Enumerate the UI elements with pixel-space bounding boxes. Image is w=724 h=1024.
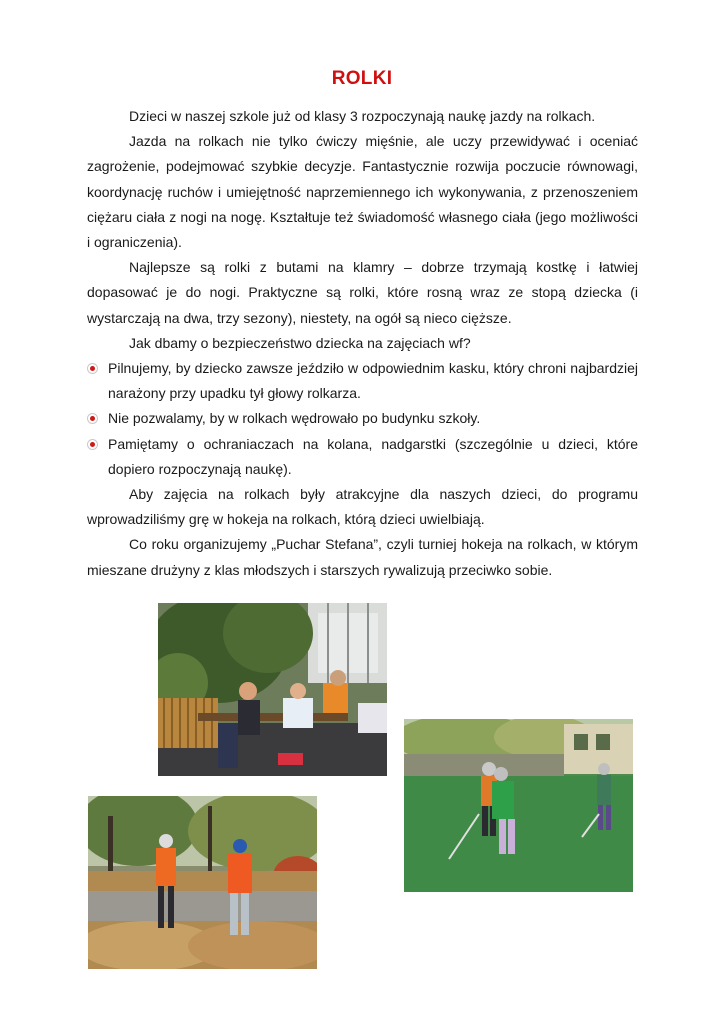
paragraph-safety-question: Jak dbamy o bezpieczeństwo dziecka na zajęciach wf? — [129, 334, 471, 351]
paragraph-hockey: Aby zajęcia na rolkach były atrakcyjne dla naszych dzieci, do programu wprowadziliśmy grę w hokeja na rolkach, którą dzieci uwielbiają. — [87, 486, 638, 528]
red-dot-bullet-icon — [87, 439, 98, 450]
list-item — [87, 432, 638, 482]
paragraph-tournament: Co roku organizujemy „Puchar Stefana”, czyli turniej hokeja na rolkach, w którym mieszane drużyny z klas młodszych i starszych rywalizują przeciwko sobie. — [87, 536, 638, 578]
paragraph-benefits: Jazda na rolkach nie tylko ćwiczy mięśnie, ale uczy przewidywać i oceniać zagrożenie, podejmować szybkie decyzje. Fantastycznie rozwija poczucie równowagi, koordynację ruchów i umiejętność naprzemiennego ich wykonywania, z przenoszeniem ciężaru ciała z nogi na nogę. Kształtuje też świadomość własnego ciała (jego możliwości i ograniczenia). — [87, 133, 638, 251]
list-item-text: Pamiętamy o ochraniaczach na kolana, nadgarstki (szczególnie u dzieci, które dopiero rozpoczynają naukę). — [108, 435, 638, 477]
list-item — [87, 406, 638, 431]
paragraph-skates: Najlepsze są rolki z butami na klamry – dobrze trzymają kostkę i łatwiej dopasować je do nogi. Praktyczne są rolki, które rosną wraz ze stopą dziecka (i wystarczają na dwa, trzy sezony), niestety, na ogół są nieco cięższe. — [87, 259, 638, 326]
photo-hockey-on-rollers — [404, 719, 633, 892]
list-item — [87, 356, 638, 406]
red-dot-bullet-icon — [87, 363, 98, 374]
paragraph-intro: Dzieci w naszej szkole już od klasy 3 rozpoczynają naukę jazdy na rolkach. — [129, 108, 596, 124]
article-body — [87, 104, 638, 583]
photo-children-skating-in-park — [88, 796, 317, 969]
list-item-text: Nie pozwalamy, by w rolkach wędrowało po budynku szkoły. — [108, 410, 481, 427]
list-item-text: Pilnujemy, by dziecko zawsze jeździło w odpowiednim kasku, który chroni najbardziej narażony przy upadku tył głowy rolkarza. — [108, 360, 638, 402]
red-dot-bullet-icon — [87, 413, 98, 424]
page-title: ROLKI — [331, 68, 393, 89]
safety-list — [87, 356, 638, 482]
photo-children-putting-on-skates — [158, 603, 387, 776]
